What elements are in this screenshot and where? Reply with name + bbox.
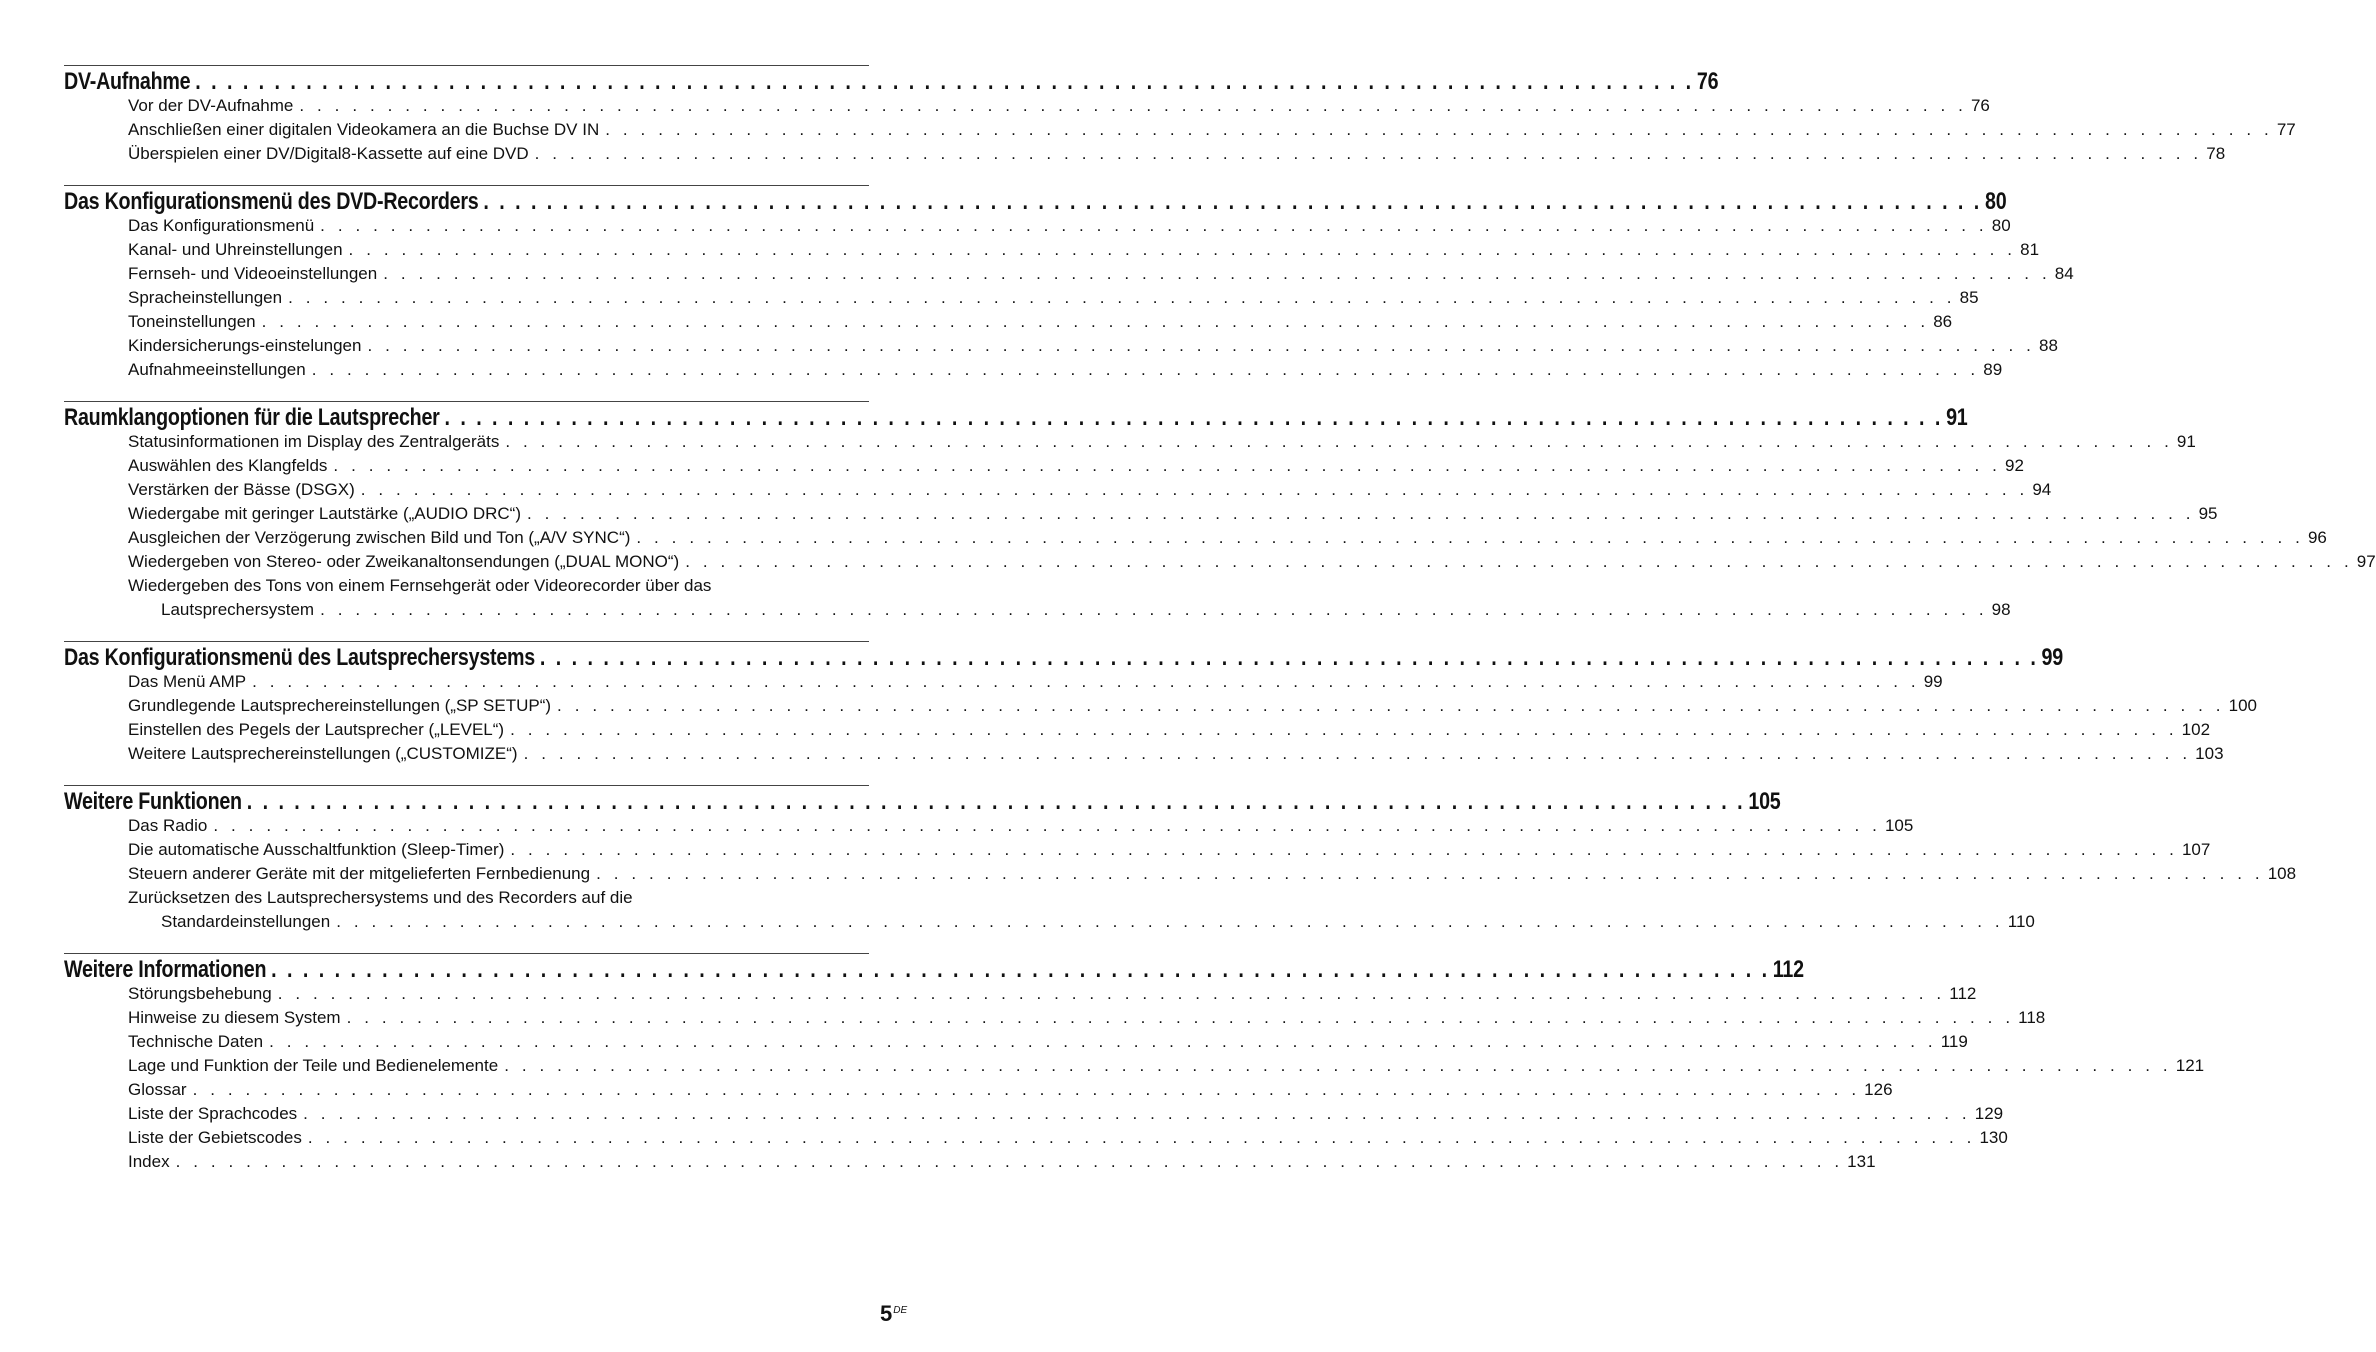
dot-leader: . . . . . . . . . . . . . . . . . . . . . . . . . . . . . . . . . . . . . . . . . . . . . . . . . . . . . . . . . . . . . . . . . . . . . . . . . . . . . . . . . . . . . . . . . . . . . . . — [307, 1128, 1976, 1147]
dot-leader: . . . . . . . . . . . . . . . . . . . . . . . . . . . . . . . . . . . . . . . . . . . . . . . . . . . . . . . . . . . . . . . . . . . . . . . . . . . . . . . . . . . . . . . . . . . . . . . — [320, 216, 1988, 235]
toc-entry[interactable] — [64, 744, 2224, 768]
entry-title: Anschließen einer digitalen Videokamera an die Buchse DV IN — [128, 120, 600, 139]
toc-entry[interactable] — [64, 888, 869, 912]
dot-leader: . . . . . . . . . . . . . . . . . . . . . . . . . . . . . . . . . . . . . . . . . . . . . . . . . . . . . . . . . . . . . . . . . . . . . . . . . . . . . . . . . . . . . . . . . . . . . . . — [557, 696, 2225, 715]
dot-leader: . . . . . . . . . . . . . . . . . . . . . . . . . . . . . . . . . . . . . . . . . . . . . . . . . . . . . . . . . . . . . . . . . . . . . . . . . . . . . . . . . . . . . . . . . . . . . . . — [246, 788, 1746, 815]
toc-entry[interactable] — [64, 264, 2074, 288]
language-code: DE — [893, 1304, 908, 1316]
entry-page-number: 92 — [2005, 456, 2024, 475]
entry-title: Weitere Lautsprechereinstellungen („CUSTOMIZE“) — [128, 744, 518, 763]
section-heading[interactable] — [64, 188, 2007, 216]
entry-page-number: 108 — [2267, 864, 2297, 883]
dot-leader: . . . . . . . . . . . . . . . . . . . . . . . . . . . . . . . . . . . . . . . . . . . . . . . . . . . . . . . . . . . . . . . . . . . . . . . . . . . . . . . . . . . . . . . . . . . . . . . — [636, 528, 2304, 547]
toc-entry[interactable] — [64, 672, 1943, 696]
entry-page-number: 102 — [2181, 720, 2211, 739]
section-title: Raumklangoptionen für die Lautsprecher — [64, 404, 440, 431]
section-title: Weitere Informationen — [64, 956, 267, 983]
toc-entry[interactable] — [64, 432, 2196, 456]
toc-entry[interactable] — [64, 1080, 1893, 1104]
entry-title: Hinweise zu diesem System — [128, 1008, 341, 1027]
dot-leader: . . . . . . . . . . . . . . . . . . . . . . . . . . . . . . . . . . . . . . . . . . . . . . . . . . . . . . . . . . . . . . . . . . . . . . . . . . . . . . . . . . . . . . . . . . . . . . . — [252, 672, 1920, 691]
dot-leader: . . . . . . . . . . . . . . . . . . . . . . . . . . . . . . . . . . . . . . . . . . . . . . . . . . . . . . . . . . . . . . . . . . . . . . . . . . . . . . . . . . . . . . . . . . . . . . . — [303, 1104, 1971, 1123]
entry-page-number: 118 — [2018, 1008, 2046, 1027]
toc-entry[interactable] — [64, 576, 869, 600]
toc-entry[interactable] — [64, 288, 1979, 312]
toc-entry[interactable] — [64, 984, 1977, 1008]
toc-entry[interactable] — [64, 840, 2211, 864]
section-heading[interactable] — [64, 68, 1719, 96]
toc-entry[interactable] — [64, 504, 2218, 528]
dot-leader: . . . . . . . . . . . . . . . . . . . . . . . . . . . . . . . . . . . . . . . . . . . . . . . . . . . . . . . . . . . . . . . . . . . . . . . . . . . . . . . . . . . . . . . . . . . . . . . — [288, 288, 1956, 307]
section-page-number: 99 — [2041, 644, 2063, 671]
entry-title-continuation: Lautsprechersystem — [161, 600, 315, 619]
entry-title: Störungsbehebung — [128, 984, 272, 1003]
entry-title: Steuern anderer Geräte mit der mitgelieferten Fernbedienung — [128, 864, 591, 883]
toc-section — [64, 785, 2297, 936]
entry-page-number: 89 — [1983, 360, 2003, 379]
entry-title: Wiedergeben von Stereo- oder Zweikanaltonsendungen („DUAL MONO“) — [128, 552, 680, 571]
dot-leader: . . . . . . . . . . . . . . . . . . . . . . . . . . . . . . . . . . . . . . . . . . . . . . . . . . . . . . . . . . . . . . . . . . . . . . . . . . . . . . . . . . . . . . . . . . . . . . . — [523, 744, 2192, 763]
dot-leader: . . . . . . . . . . . . . . . . . . . . . . . . . . . . . . . . . . . . . . . . . . . . . . . . . . . . . . . . . . . . . . . . . . . . . . . . . . . . . . . . . . . . . . . . . . . . . . . — [348, 240, 2017, 259]
dot-leader: . . . . . . . . . . . . . . . . . . . . . . . . . . . . . . . . . . . . . . . . . . . . . . . . . . . . . . . . . . . . . . . . . . . . . . . . . . . . . . . . . . . . . . . . . . . . . . . — [195, 68, 1694, 95]
toc-section — [64, 953, 2205, 1176]
toc-entry[interactable] — [64, 1056, 2205, 1080]
entry-title: Kanal- und Uhreinstellungen — [128, 240, 343, 259]
section-page-number: 76 — [1696, 68, 1719, 95]
section-heading[interactable] — [64, 788, 1781, 816]
toc-entry[interactable] — [64, 528, 2327, 552]
entry-title: Kindersicherungs-einstelungen — [128, 336, 362, 355]
entry-title-continuation: Standardeinstellungen — [161, 912, 331, 931]
entry-page-number: 84 — [2054, 264, 2074, 283]
dot-leader: . . . . . . . . . . . . . . . . . . . . . . . . . . . . . . . . . . . . . . . . . . . . . . . . . . . . . . . . . . . . . . . . . . . . . . . . . . . . . . . . . . . . . . . . . . . . . . . — [175, 1152, 1844, 1171]
section-heading[interactable] — [64, 956, 1804, 984]
toc-entry[interactable] — [64, 96, 1990, 120]
entry-title: Technische Daten — [128, 1032, 264, 1051]
entry-title: Das Menü AMP — [128, 672, 247, 691]
dot-leader: . . . . . . . . . . . . . . . . . . . . . . . . . . . . . . . . . . . . . . . . . . . . . . . . . . . . . . . . . . . . . . . . . . . . . . . . . . . . . . . . . . . . . . . . . . . . . . . — [269, 1032, 1937, 1051]
dot-leader: . . . . . . . . . . . . . . . . . . . . . . . . . . . . . . . . . . . . . . . . . . . . . . . . . . . . . . . . . . . . . . . . . . . . . . . . . . . . . . . . . . . . . . . . . . . . . . . — [360, 480, 2029, 499]
entry-page-number: 91 — [2176, 432, 2196, 451]
toc-entry[interactable] — [64, 552, 2376, 576]
entry-title: Zurücksetzen des Lautsprechersystems und des Recorders auf die — [128, 888, 633, 907]
entry-title: Liste der Sprachcodes — [128, 1104, 298, 1123]
toc-section — [64, 65, 2296, 168]
entry-page-number: 76 — [1970, 96, 1990, 115]
entry-page-number: 130 — [1979, 1128, 2008, 1147]
toc-entry[interactable] — [64, 240, 2040, 264]
dot-leader: . . . . . . . . . . . . . . . . . . . . . . . . . . . . . . . . . . . . . . . . . . . . . . . . . . . . . . . . . . . . . . . . . . . . . . . . . . . . . . . . . . . . . . . . . . . . . . . — [320, 600, 1988, 619]
toc-entry[interactable] — [64, 1032, 1968, 1056]
dot-leader: . . . . . . . . . . . . . . . . . . . . . . . . . . . . . . . . . . . . . . . . . . . . . . . . . . . . . . . . . . . . . . . . . . . . . . . . . . . . . . . . . . . . . . . . . . . . . . . — [299, 96, 1967, 115]
dot-leader: . . . . . . . . . . . . . . . . . . . . . . . . . . . . . . . . . . . . . . . . . . . . . . . . . . . . . . . . . . . . . . . . . . . . . . . . . . . . . . . . . . . . . . . . . . . . . . . — [336, 912, 2004, 931]
toc-entry[interactable] — [64, 1104, 2004, 1128]
entry-title: Wiedergeben des Tons von einem Fernsehgerät oder Videorecorder über das — [128, 576, 712, 595]
entry-title: Grundlegende Lautsprechereinstellungen („SP SETUP“) — [128, 696, 552, 715]
toc-section — [64, 641, 2257, 768]
dot-leader: . . . . . . . . . . . . . . . . . . . . . . . . . . . . . . . . . . . . . . . . . . . . . . . . . . . . . . . . . . . . . . . . . . . . . . . . . . . . . . . . . . . . . . . . . . . . . . . — [213, 816, 1881, 835]
entry-title: Aufnahmeeinstellungen — [128, 360, 306, 379]
entry-page-number: 121 — [2175, 1056, 2205, 1075]
entry-page-number: 129 — [1974, 1104, 2004, 1123]
entry-page-number: 99 — [1923, 672, 1943, 691]
dot-leader: . . . . . . . . . . . . . . . . . . . . . . . . . . . . . . . . . . . . . . . . . . . . . . . . . . . . . . . . . . . . . . . . . . . . . . . . . . . . . . . . . . . . . . . . . . . . . . . — [527, 504, 2195, 523]
dot-leader: . . . . . . . . . . . . . . . . . . . . . . . . . . . . . . . . . . . . . . . . . . . . . . . . . . . . . . . . . . . . . . . . . . . . . . . . . . . . . . . . . . . . . . . . . . . . . . . — [685, 552, 2353, 571]
entry-title: Einstellen des Pegels der Lautsprecher („LEVEL“) — [128, 720, 505, 739]
entry-page-number: 110 — [2007, 912, 2035, 931]
section-title: Das Konfigurationsmenü des Lautsprechersystems — [64, 644, 535, 671]
entry-page-number: 107 — [2181, 840, 2211, 859]
entry-title: Fernseh- und Videoeinstellungen — [128, 264, 378, 283]
entry-title: Verstärken der Bässe (DSGX) — [128, 480, 355, 499]
toc-entry[interactable] — [64, 816, 1914, 840]
toc-entry[interactable] — [64, 1128, 2008, 1152]
section-title: DV-Aufnahme — [64, 68, 191, 95]
entry-page-number: 94 — [2032, 480, 2052, 499]
entry-title: Die automatische Ausschaltfunktion (Sleep-Timer) — [128, 840, 505, 859]
entry-title: Das Konfigurationsmenü — [128, 216, 315, 235]
dot-leader: . . . . . . . . . . . . . . . . . . . . . . . . . . . . . . . . . . . . . . . . . . . . . . . . . . . . . . . . . . . . . . . . . . . . . . . . . . . . . . . . . . . . . . . . . . . . . . . — [261, 312, 1930, 331]
dot-leader: . . . . . . . . . . . . . . . . . . . . . . . . . . . . . . . . . . . . . . . . . . . . . . . . . . . . . . . . . . . . . . . . . . . . . . . . . . . . . . . . . . . . . . . . . . . . . . . — [510, 840, 2178, 859]
entry-page-number: 95 — [2198, 504, 2218, 523]
dot-leader: . . . . . . . . . . . . . . . . . . . . . . . . . . . . . . . . . . . . . . . . . . . . . . . . . . . . . . . . . . . . . . . . . . . . . . . . . . . . . . . . . . . . . . . . . . . . . . . — [346, 1008, 2015, 1027]
dot-leader: . . . . . . . . . . . . . . . . . . . . . . . . . . . . . . . . . . . . . . . . . . . . . . . . . . . . . . . . . . . . . . . . . . . . . . . . . . . . . . . . . . . . . . . . . . . . . . . — [510, 720, 2178, 739]
toc-entry[interactable] — [64, 696, 2257, 720]
toc-entry[interactable] — [64, 480, 2052, 504]
page-number-value: 5 — [880, 1301, 893, 1326]
toc-entry[interactable] — [64, 360, 2003, 384]
entry-page-number: 78 — [2206, 144, 2226, 163]
section-page-number: 91 — [1946, 404, 1968, 431]
toc-entry[interactable] — [64, 144, 2226, 168]
toc-section — [64, 185, 2074, 384]
entry-title: Statusinformationen im Display des Zentralgeräts — [128, 432, 500, 451]
dot-leader: . . . . . . . . . . . . . . . . . . . . . . . . . . . . . . . . . . . . . . . . . . . . . . . . . . . . . . . . . . . . . . . . . . . . . . . . . . . . . . . . . . . . . . . . . . . . . . . — [483, 188, 1982, 215]
dot-leader: . . . . . . . . . . . . . . . . . . . . . . . . . . . . . . . . . . . . . . . . . . . . . . . . . . . . . . . . . . . . . . . . . . . . . . . . . . . . . . . . . . . . . . . . . . . . . . . — [383, 264, 2051, 283]
toc-entry[interactable] — [64, 336, 2058, 360]
entry-title: Toneinstellungen — [128, 312, 256, 331]
dot-leader: . . . . . . . . . . . . . . . . . . . . . . . . . . . . . . . . . . . . . . . . . . . . . . . . . . . . . . . . . . . . . . . . . . . . . . . . . . . . . . . . . . . . . . . . . . . . . . . — [444, 404, 1943, 431]
entry-page-number: 88 — [2039, 336, 2058, 355]
toc-entry-continuation[interactable] — [64, 600, 2011, 624]
entry-page-number: 100 — [2228, 696, 2257, 715]
entry-page-number: 119 — [1940, 1032, 1968, 1051]
toc-entry[interactable] — [64, 312, 1953, 336]
entry-title: Wiedergabe mit geringer Lautstärke („AUDIO DRC“) — [128, 504, 522, 523]
entry-title: Glossar — [128, 1080, 187, 1099]
entry-title: Überspielen einer DV/Digital8-Kassette auf eine DVD — [128, 144, 529, 163]
entry-title: Lage und Funktion der Teile und Bedienelemente — [128, 1056, 499, 1075]
entry-title: Index — [128, 1152, 170, 1171]
section-title: Das Konfigurationsmenü des DVD-Recorders — [64, 188, 479, 215]
entry-title: Spracheinstellungen — [128, 288, 283, 307]
entry-page-number: 96 — [2307, 528, 2327, 547]
toc-entry[interactable] — [64, 120, 2296, 144]
entry-page-number: 97 — [2356, 552, 2376, 571]
section-page-number: 112 — [1772, 956, 1804, 983]
toc-entry[interactable] — [64, 1008, 2046, 1032]
dot-leader: . . . . . . . . . . . . . . . . . . . . . . . . . . . . . . . . . . . . . . . . . . . . . . . . . . . . . . . . . . . . . . . . . . . . . . . . . . . . . . . . . . . . . . . . . . . . . . . — [192, 1080, 1861, 1099]
page-number — [880, 1301, 907, 1327]
entry-page-number: 126 — [1864, 1080, 1893, 1099]
entry-title: Liste der Gebietscodes — [128, 1128, 302, 1147]
dot-leader: . . . . . . . . . . . . . . . . . . . . . . . . . . . . . . . . . . . . . . . . . . . . . . . . . . . . . . . . . . . . . . . . . . . . . . . . . . . . . . . . . . . . . . . . . . . . . . . — [504, 1056, 2172, 1075]
entry-page-number: 86 — [1933, 312, 1953, 331]
section-page-number: 105 — [1748, 788, 1781, 815]
entry-page-number: 81 — [2020, 240, 2040, 259]
toc-entry-continuation[interactable] — [64, 912, 2035, 936]
dot-leader: . . . . . . . . . . . . . . . . . . . . . . . . . . . . . . . . . . . . . . . . . . . . . . . . . . . . . . . . . . . . . . . . . . . . . . . . . . . . . . . . . . . . . . . . . . . . . . . — [539, 644, 2039, 671]
table-of-contents — [64, 65, 2376, 1193]
section-heading[interactable] — [64, 404, 1968, 432]
entry-page-number: 77 — [2276, 120, 2296, 139]
entry-page-number: 112 — [1949, 984, 1977, 1003]
dot-leader: . . . . . . . . . . . . . . . . . . . . . . . . . . . . . . . . . . . . . . . . . . . . . . . . . . . . . . . . . . . . . . . . . . . . . . . . . . . . . . . . . . . . . . . . . . . . . . . — [311, 360, 1980, 379]
toc-entry[interactable] — [64, 864, 2297, 888]
section-page-number: 80 — [1985, 188, 2007, 215]
section-title: Weitere Funktionen — [64, 788, 242, 815]
entry-title: Vor der DV-Aufnahme — [128, 96, 294, 115]
dot-leader: . . . . . . . . . . . . . . . . . . . . . . . . . . . . . . . . . . . . . . . . . . . . . . . . . . . . . . . . . . . . . . . . . . . . . . . . . . . . . . . . . . . . . . . . . . . . . . . — [605, 120, 2273, 139]
entry-page-number: 105 — [1884, 816, 1914, 835]
entry-page-number: 103 — [2195, 744, 2224, 763]
dot-leader: . . . . . . . . . . . . . . . . . . . . . . . . . . . . . . . . . . . . . . . . . . . . . . . . . . . . . . . . . . . . . . . . . . . . . . . . . . . . . . . . . . . . . . . . . . . . . . . — [367, 336, 2036, 355]
toc-section — [64, 401, 2376, 624]
section-heading[interactable] — [64, 644, 2063, 672]
toc-entry[interactable] — [64, 720, 2211, 744]
toc-entry[interactable] — [64, 456, 2024, 480]
dot-leader: . . . . . . . . . . . . . . . . . . . . . . . . . . . . . . . . . . . . . . . . . . . . . . . . . . . . . . . . . . . . . . . . . . . . . . . . . . . . . . . . . . . . . . . . . . . . . . . — [277, 984, 1946, 1003]
entry-page-number: 98 — [1991, 600, 2011, 619]
entry-page-number: 85 — [1959, 288, 1979, 307]
entry-title: Ausgleichen der Verzögerung zwischen Bild und Ton („A/V SYNC“) — [128, 528, 631, 547]
entry-page-number: 80 — [1991, 216, 2011, 235]
entry-page-number: 131 — [1847, 1152, 1876, 1171]
dot-leader: . . . . . . . . . . . . . . . . . . . . . . . . . . . . . . . . . . . . . . . . . . . . . . . . . . . . . . . . . . . . . . . . . . . . . . . . . . . . . . . . . . . . . . . . . . . . . . . — [596, 864, 2264, 883]
dot-leader: . . . . . . . . . . . . . . . . . . . . . . . . . . . . . . . . . . . . . . . . . . . . . . . . . . . . . . . . . . . . . . . . . . . . . . . . . . . . . . . . . . . . . . . . . . . . . . . — [271, 956, 1770, 983]
dot-leader: . . . . . . . . . . . . . . . . . . . . . . . . . . . . . . . . . . . . . . . . . . . . . . . . . . . . . . . . . . . . . . . . . . . . . . . . . . . . . . . . . . . . . . . . . . . . . . . — [333, 456, 2001, 475]
toc-entry[interactable] — [64, 216, 2011, 240]
entry-title: Auswählen des Klangfelds — [128, 456, 328, 475]
toc-entry[interactable] — [64, 1152, 1876, 1176]
dot-leader: . . . . . . . . . . . . . . . . . . . . . . . . . . . . . . . . . . . . . . . . . . . . . . . . . . . . . . . . . . . . . . . . . . . . . . . . . . . . . . . . . . . . . . . . . . . . . . . — [534, 144, 2203, 163]
entry-title: Das Radio — [128, 816, 208, 835]
dot-leader: . . . . . . . . . . . . . . . . . . . . . . . . . . . . . . . . . . . . . . . . . . . . . . . . . . . . . . . . . . . . . . . . . . . . . . . . . . . . . . . . . . . . . . . . . . . . . . . — [505, 432, 2173, 451]
